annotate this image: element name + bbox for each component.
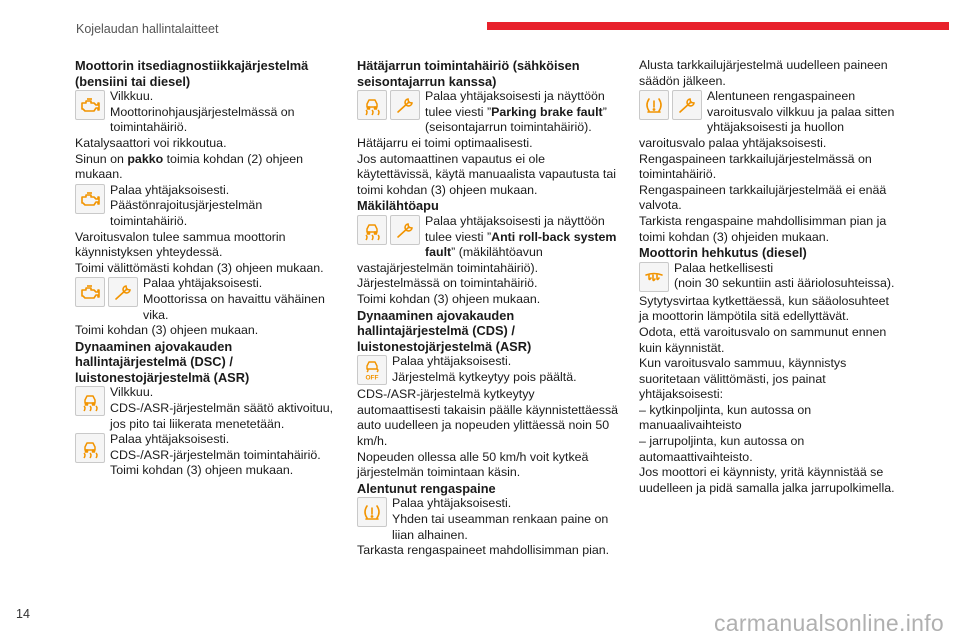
heading-glow-plugs: Moottorin hehkutus (diesel) [639,245,807,261]
header-title: Kojelaudan hallintalaitteet [76,22,219,36]
header-accent-bar [487,22,949,30]
heading-cds-asr: Dynaaminen ajovakauden hallintajärjestelmä (CDS) / luistonestojärjestelmä (ASR) [357,307,532,354]
wrench-icon [390,90,420,120]
engine-warning-icon [75,184,105,214]
skid-car-icon [357,215,387,245]
skid-car-off-icon [357,355,387,385]
wrench-icon [672,90,702,120]
glow-plug-icon [639,262,669,292]
skid-car-icon [75,433,105,463]
heading-hill-start: Mäkilähtöapu [357,198,439,214]
off-label: OFF [365,374,379,382]
skid-car-icon [75,386,105,416]
engine-warning-icon [75,277,105,307]
page-number: 14 [16,607,30,621]
entry-cds-off: OFF Palaa yhtäjaksoisesti. Järjestelmä kytkeytyy pois päältä. [357,354,619,387]
tyre-pressure-icon [357,497,387,527]
entry-tyre-low: Palaa yhtäjaksoisesti. Yhden tai useamman renkaan paine on liian alhainen. [357,496,619,543]
engine-warning-icon [75,90,105,120]
entry-hill-start-fault: Palaa yhtäjaksoisesti ja näyttöön tulee viesti ”Anti roll-back system fault” (mäkilähtöavun vastajärjestelmän toimintahäiriö). [357,213,617,275]
column-2: Hätäjarrun toimintahäiriö (sähköisen seisontajarrun kanssa) Palaa yhtäjaksoisesti ja näyttöön tulee viesti ”Parking brake fault” (seisontajarrun toimintahäiriö). Hätäjarru ei toimi optimaalisesti. Jos automaattinen vapautus ei ole käytettävissä, käytä manuaalista vapautusta tai toimi kohdan (3) ohjeen mukaan. Mäkilähtöapu Palaa yhtäjaksoisesti ja näyttöön tulee viesti ”Anti roll-back system fault” (mäkilähtöavun vastajärjestelmän toimintahäiriö). Järjestelmässä on toimintahäiriö. Toimi kohdan (3) ohjeen mukaan. Dynaaminen ajovakauden hallintajärjestelmä (CDS) / luistonestojärjestelmä (ASR) OFF Palaa yhtäjaksoisesti. Järjestelmä kytkeytyy pois päältä. CDS-/ASR-järjestelmä kytkeytyy automaattisesti takaisin päälle käynnistettäessä auto uudelleen ja nopeuden ylittäessä noin 50 km/h. Nopeuden ollessa alle 50 km/h voit kytkeä järjestelmän toimintaan käsin. Alentunut rengaspaine Palaa yhtäjaksoisesti. Yhden tai useamman renkaan paine on liian alhainen. Tarkasta rengaspaineet mahdollisimman pian. [357,58,619,558]
column-3: Alusta tarkkailujärjestelmä uudelleen paineen säädön jälkeen. Alentuneen rengaspaineen varoitusvalo vilkkuu ja palaa sitten yhtäjaksoisesti ja huollon varoitusvalo palaa yhtäjaksoisesti. Rengaspaineen tarkkailujärjestelmässä on toimintahäiriö. Rengaspaineen tarkkailujärjestelmää ei enää valvota. Tarkista rengaspaine mahdollisimman pian ja toimi kohdan (3) ohjeiden mukaan. Moottorin hehkutus (diesel) Palaa hetkellisesti (noin 30 sekuntiin asti ääriolosuhteissa). Sytytysvirtaa kytkettäessä, kun sääolosuhteet ja moottorin lämpötila sitä edellyttävät. Odota, että varoitusvalo on sammunut ennen kuin käynnistät. Kun varoitusvalo sammuu, käynnistys suoritetaan välittömästi, jos painat yhtäjaksoisesti: – kytkinpoljinta, kun autossa on manuaalivaihteisto – jarrupoljinta, kun autossa on automaattivaihteisto. Jos moottori ei käynnisty, yritä käynnistää se uudelleen ja pidä samalla jalka jarrupolkimella. [639,58,901,496]
entry-parking-brake-fault: Palaa yhtäjaksoisesti ja näyttöön tulee viesti ”Parking brake fault” (seisontajarrun toimintahäiriö). [357,89,619,136]
heading-engine-diagnostics: Moottorin itsediagnostiikkajärjestelmä (bensiini tai diesel) [75,58,309,89]
entry-dsc-steady: Palaa yhtäjaksoisesti. CDS-/ASR-järjestelmän toimintahäiriö. Toimi kohdan (3) ohjeen mukaan. [75,432,337,479]
heading-tyre-pressure: Alentunut rengaspaine [357,480,496,496]
wrench-icon [390,215,420,245]
wrench-icon [108,277,138,307]
watermark: carmanualsonline.info [713,610,944,636]
skid-car-icon [357,90,387,120]
heading-dsc-asr: Dynaaminen ajovakauden hallintajärjestelmä (DSC) / luistonestojärjestelmä (ASR) [75,338,250,385]
entry-engine-flashing: Vilkkuu. Moottorinohjausjärjestelmässä on toimintahäiriö. [75,89,337,136]
column-1: Moottorin itsediagnostiikkajärjestelmä (bensiini tai diesel) Vilkkuu. Moottorinohjausjärjestelmässä on toimintahäiriö. Katalysaattori voi rikkoutua. Sinun on pakko toimia kohdan (2) ohjeen mukaan. Palaa yhtäjaksoisesti. Päästönrajoitusjärjestelmän toimintahäiriö. Varoitusvalon tulee sammua moottorin käynnistyksen yhteydessä. Toimi välittömästi kohdan (3) ohjeen mukaan. Palaa yhtäjaksoisesti. Moottorissa on havaittu vähäinen vika. Toimi kohdan (3) ohjeen mukaan. Dynaaminen ajovakauden hallintajärjestelmä (DSC) / luistonestojärjestelmä (ASR) Vilkkuu. CDS-/ASR-järjestelmän säätö aktivoituu, jos pito tai liikerata menetetään. Palaa yhtäjaksoisesti. CDS-/ASR-järjestelmän toimintahäiriö. Toimi kohdan (3) ohjeen mukaan. [75,58,337,479]
entry-dsc-flashing: Vilkkuu. CDS-/ASR-järjestelmän säätö aktivoituu, jos pito tai liikerata menetetään. [75,385,337,432]
entry-engine-minor-fault: Palaa yhtäjaksoisesti. Moottorissa on havaittu vähäinen vika. [75,276,337,323]
entry-engine-steady: Palaa yhtäjaksoisesti. Päästönrajoitusjärjestelmän toimintahäiriö. [75,183,337,230]
paragraph-pakko: Sinun on pakko toimia kohdan (2) ohjeen mukaan. [75,151,303,182]
entry-tyre-monitor-fault: Alentuneen rengaspaineen varoitusvalo vilkkuu ja palaa sitten yhtäjaksoisesti ja huollon varoitusvalo palaa yhtäjaksoisesti. [639,89,895,150]
heading-parking-brake: Hätäjarrun toimintahäiriö (sähköisen seisontajarrun kanssa) [357,58,580,89]
entry-glow-plugs: Palaa hetkellisesti (noin 30 sekuntiin asti ääriolosuhteissa). [639,261,901,294]
tyre-pressure-icon [639,90,669,120]
